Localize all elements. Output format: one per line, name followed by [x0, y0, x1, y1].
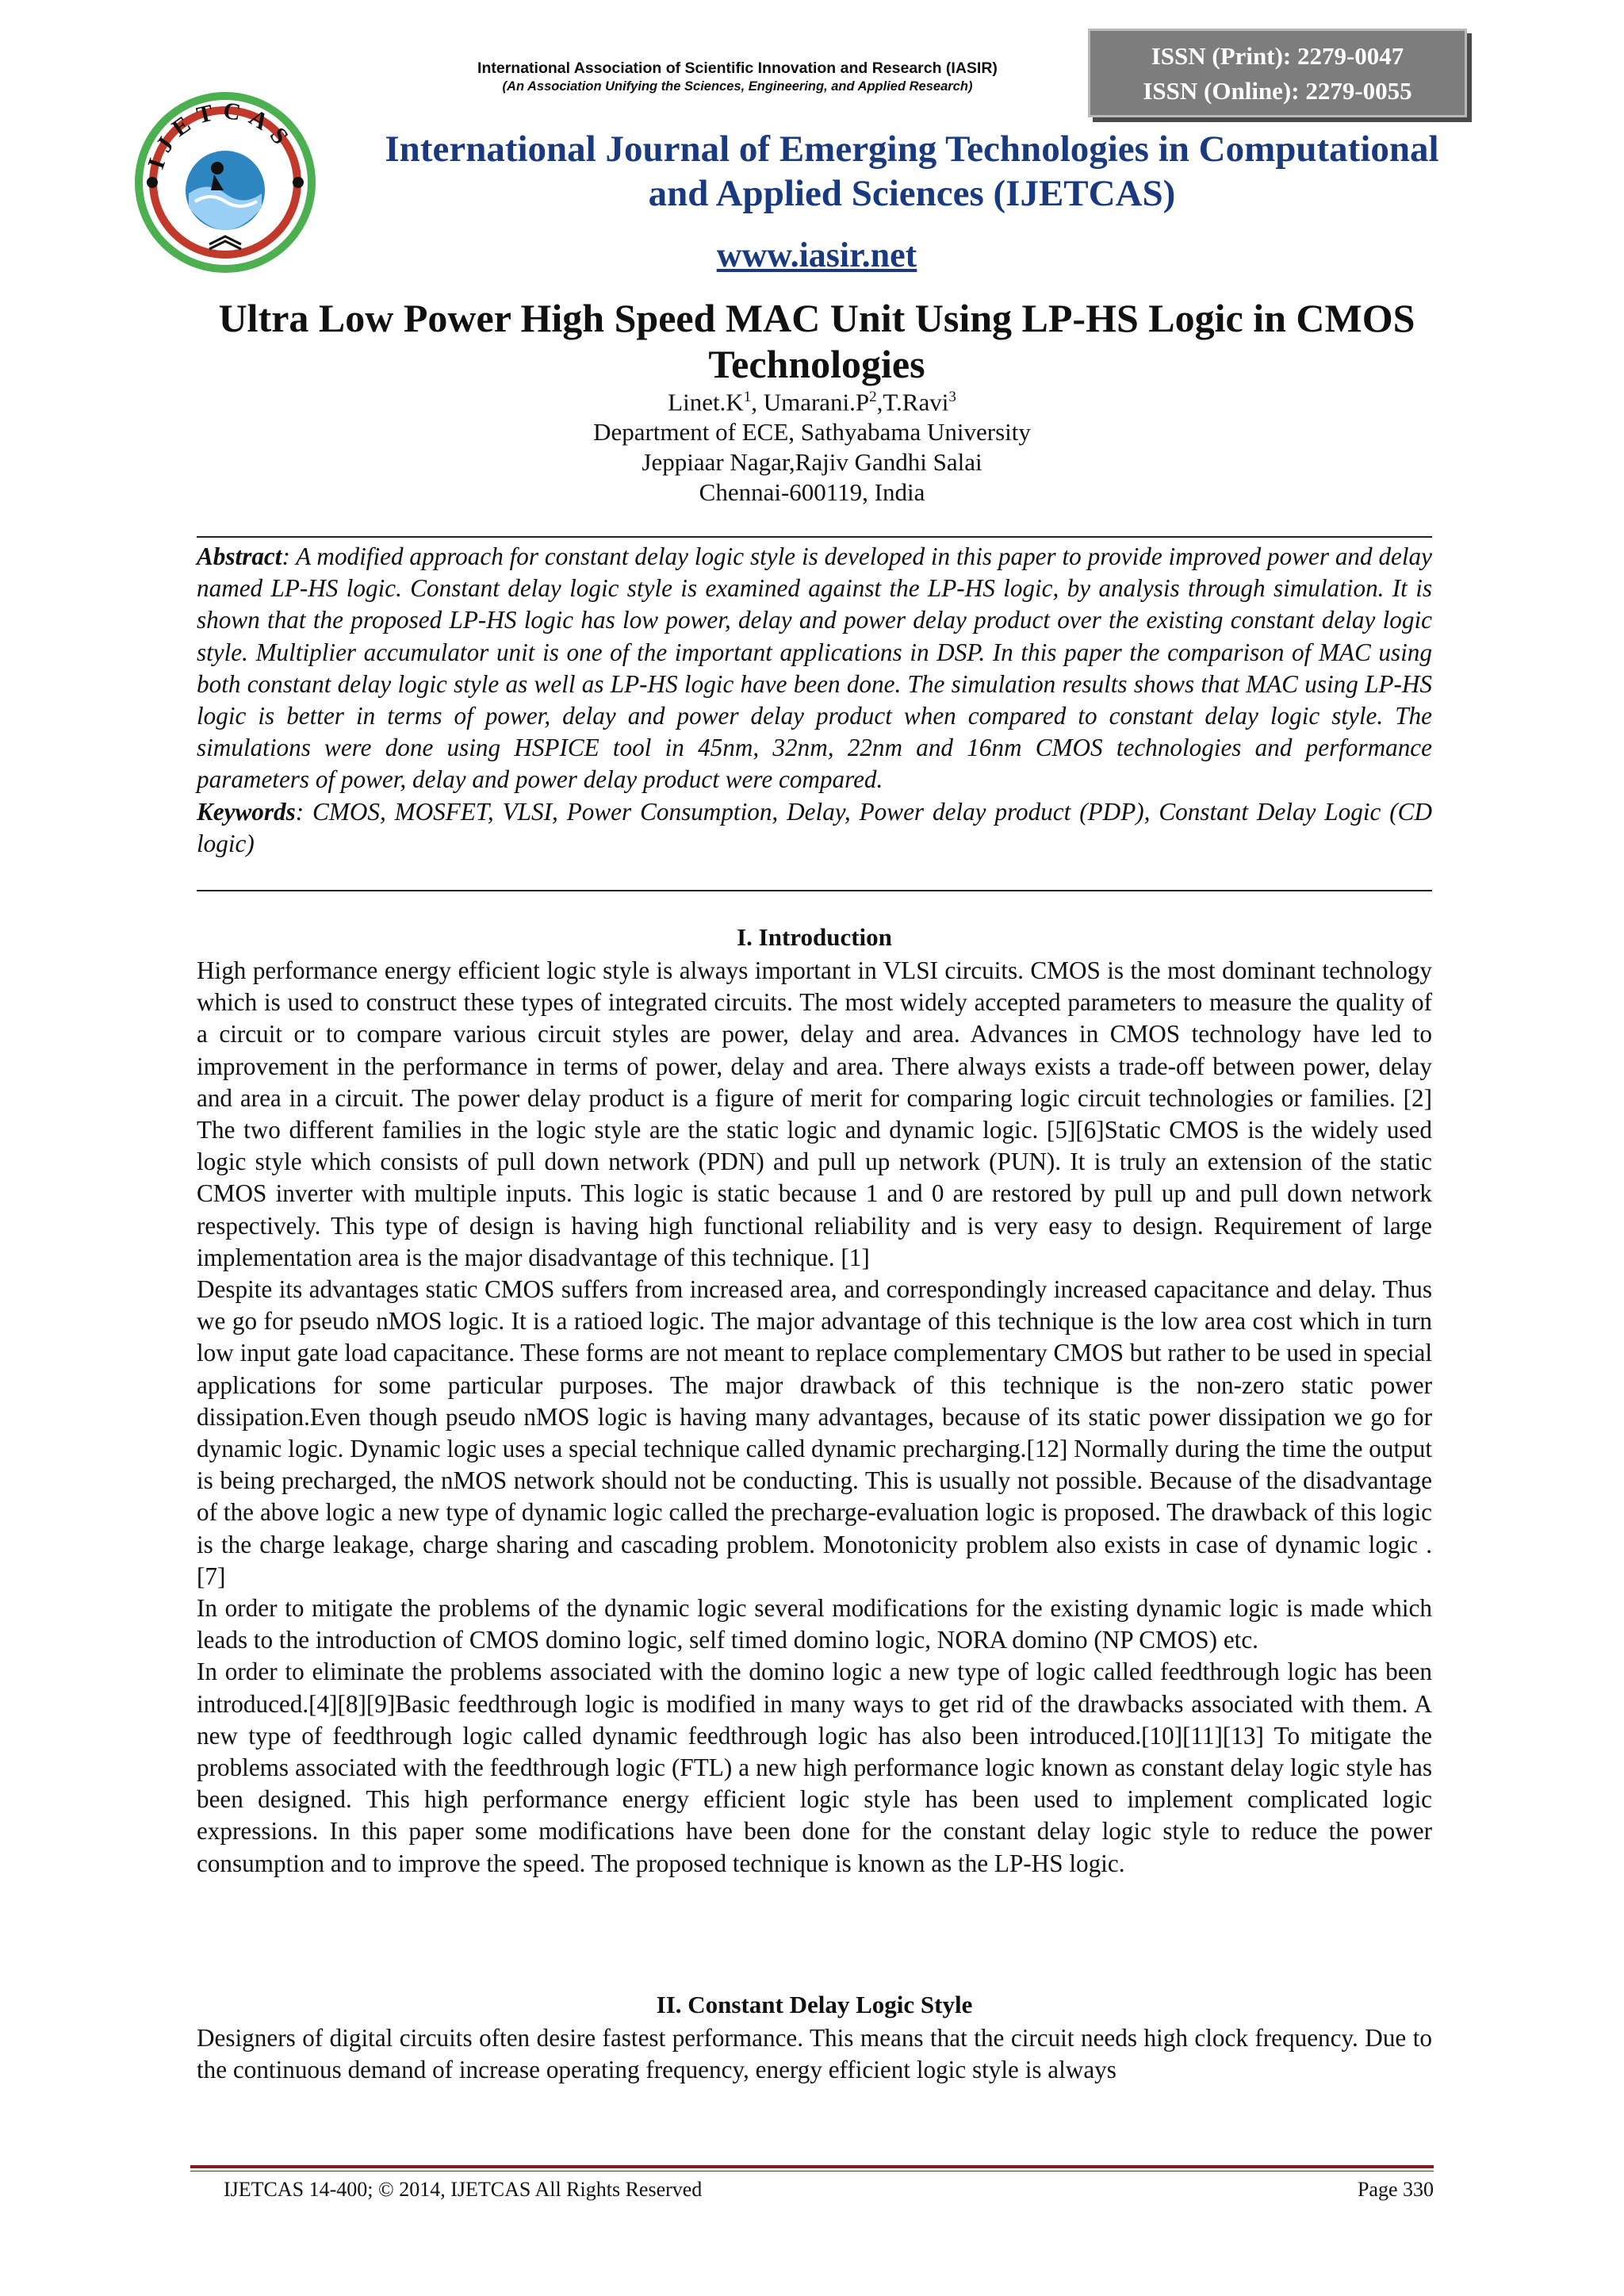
page-number: Page 330 — [1357, 2178, 1434, 2201]
body-paragraph: Designers of digital circuits often desire fastest performance. This means that the circuit needs high clock frequency. Due to the continuous demand of increase operating frequency, energy efficient logic style is always — [197, 2024, 1432, 2084]
footer-rule — [190, 2165, 1434, 2168]
keywords-text: : CMOS, MOSFET, VLSI, Power Consumption, Delay, Power delay product (PDP), Constant Delay Logic (CD logic) — [197, 797, 1432, 857]
paper-title-line2: Technologies — [708, 342, 925, 386]
abstract-text: : A modified approach for constant delay logic style is developed in this paper to provide improved power and delay named LP-HS logic. Constant delay logic style is examined against the LP-HS logic, by analysis through simulation. It is shown that the proposed LP-HS logic has low power, delay and power delay product over the existing constant delay logic style. Multiplier accumulator unit is one of the important applications in DSP. In this paper the comparison of MAC using both constant delay logic style as well as LP-HS logic have been done. The simulation results shows that MAC using LP-HS logic is better in terms of power, delay and power delay product when compared to constant delay logic style. The simulations were done using HSPICE tool in 45nm, 32nm, 22nm and 16nm CMOS technologies and performance parameters of power, delay and power delay product were compared. — [197, 542, 1432, 794]
journal-logo — [132, 89, 319, 276]
author-affiliation-mark: 2 — [869, 389, 877, 405]
address-line: Jeppiaar Nagar,Rajiv Gandhi Salai — [642, 448, 982, 477]
section-body — [197, 955, 1432, 1880]
paper-title-line1: Ultra Low Power High Speed MAC Unit Using LP-HS Logic in CMOS — [218, 296, 1415, 340]
author-affiliation-mark: 1 — [743, 389, 752, 405]
address-line: Chennai-600119, India — [699, 478, 925, 507]
keywords-paragraph — [197, 796, 1432, 860]
abstract-paragraph — [197, 541, 1432, 796]
author-name: Linet.K — [668, 388, 744, 416]
section-heading: I. Introduction — [737, 923, 892, 951]
author-list — [396, 382, 1228, 417]
issn-print: ISSN (Print): 2279-0047 — [1151, 42, 1404, 70]
abstract-top-rule — [197, 536, 1432, 538]
journal-title-line2: and Applied Sciences (IJETCAS) — [648, 173, 1176, 214]
department: Department of ECE, Sathyabama University — [593, 418, 1031, 447]
author-name: ,T.Ravi — [876, 388, 949, 416]
body-paragraph: Despite its advantages static CMOS suffers from increased area, and correspondingly increased capacitance and delay. Thus we go for pseudo nMOS logic. It is a ratioed logic. The major advantage of this technique is the low area cost which in turn low input gate load capacitance. These forms are not meant to replace complementary CMOS but rather to be used in special applications for some particular purposes. The major drawback of this technique is the non-zero static power dissipation.Even though pseudo nMOS logic is having many advantages, because of its static power dissipation we go for dynamic logic. Dynamic logic uses a special technique called dynamic precharging.[12] Normally during the time the output is being precharged, the nMOS network should not be conducting. This is usually not possible. Because of the disadvantage of the above logic a new type of dynamic logic called the precharge-evaluation logic is proposed. The drawback of this logic is the charge leakage, charge sharing and cascading problem. Monotonicity problem also exists in case of dynamic logic . [7] — [197, 1275, 1432, 1590]
journal-website-link[interactable]: www.iasir.net — [716, 236, 917, 274]
author-affiliation-mark: 3 — [948, 389, 956, 405]
footer-copyright: IJETCAS 14-400; © 2014, IJETCAS All Rights Reserved — [224, 2178, 703, 2201]
issn-box — [1088, 29, 1467, 117]
body-paragraph: In order to eliminate the problems associated with the domino logic a new type of logic called feedthrough logic has been introduced.[4][8][9]Basic feedthrough logic is modified in many ways to get rid of the drawbacks associated with them. A new type of feedthrough logic called dynamic feedthrough logic has also been introduced.[10][11][13] To mitigate the problems associated with the feedthrough logic (FTL) a new high performance logic known as constant delay logic style has been designed. This high performance energy efficient logic style has been used to implement complicated logic expressions. In this paper some modifications have been done for the constant delay logic style to reduce the power consumption and to improve the speed. The proposed technique is known as the LP-HS logic. — [197, 1658, 1432, 1877]
body-paragraph: High performance energy efficient logic style is always important in VLSI circuits. CMOS is the most dominant technology which is used to construct these types of integrated circuits. The most widely accepted parameters to measure the quality of a circuit or to compare various circuit styles are power, delay and area. Advances in CMOS technology have led to improvement in the performance in terms of power, delay and area. There always exists a trade-off between power, delay and area in a circuit. The power delay product is a figure of merit for comparing logic circuit technologies or families. [2] The two different families in the logic style are the static logic and dynamic logic. [5][6]Static CMOS is the widely used logic style which consists of pull down network (PDN) and pull up network (PUN). It is truly an extension of the static CMOS inverter with multiple inputs. This logic is static because 1 and 0 are restored by pull up and pull down network respectively. This type of design is having high functional reliability and is very easy to design. Requirement of large implementation area is the major disadvantage of this technique. [1] — [197, 956, 1432, 1271]
association-name: International Association of Scientific Innovation and Research (IASIR) — [477, 59, 998, 77]
association-subtitle: (An Association Unifying the Sciences, Engineering, and Applied Research) — [502, 79, 973, 94]
abstract — [197, 541, 1432, 860]
journal-title — [333, 127, 1491, 216]
paper-title — [198, 295, 1435, 387]
association-header — [373, 59, 1102, 95]
journal-title-line1: International Journal of Emerging Technologies in Computational — [385, 128, 1439, 170]
abstract-bottom-rule — [197, 890, 1432, 891]
logo-text: IJETCAS — [143, 97, 299, 173]
section-heading: II. Constant Delay Logic Style — [656, 1991, 973, 2018]
author-name: , Umarani.P — [751, 388, 870, 416]
section-body — [197, 2022, 1432, 2086]
keywords-label: Keywords — [197, 797, 296, 826]
author-block — [396, 382, 1228, 508]
body-paragraph: In order to mitigate the problems of the dynamic logic several modifications for the existing dynamic logic is made which leads to the introduction of CMOS domino logic, self timed domino logic, NORA domino (NP CMOS) etc. — [197, 1594, 1432, 1654]
issn-online: ISSN (Online): 2279-0055 — [1143, 77, 1412, 105]
abstract-label: Abstract — [197, 542, 282, 570]
